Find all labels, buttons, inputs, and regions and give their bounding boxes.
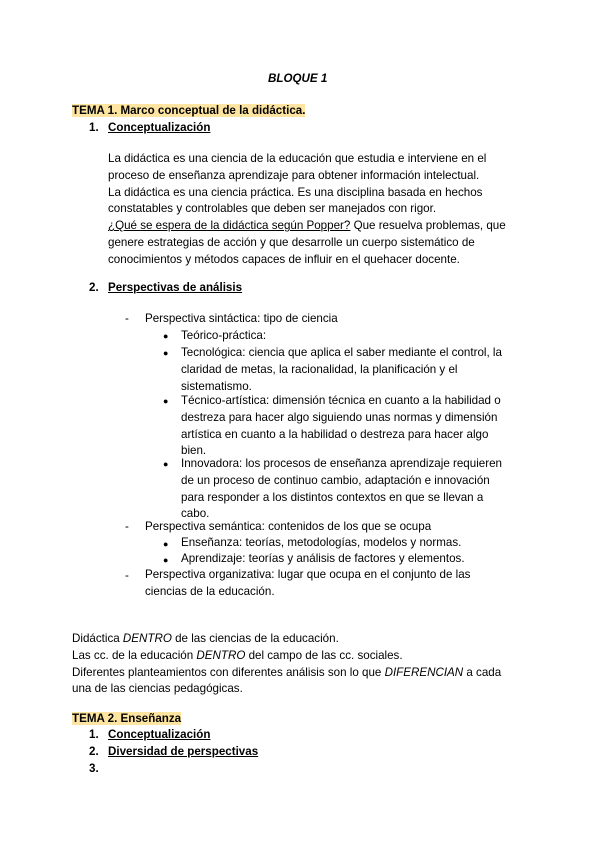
bullet-teorico-practica bbox=[181, 328, 266, 345]
bullet-marker-5: ● bbox=[163, 539, 169, 549]
bullet-tecnico-line-3: artística en cuanto a la habilidad o destreza para hacer algo bbox=[181, 427, 489, 441]
bullet-ensenanza: Enseñanza: teorías, metodologías, modelos y normas. bbox=[181, 536, 462, 549]
s1-line-4: constatables y controlables que deben ser manejados con rigor. bbox=[108, 202, 437, 216]
perspectiva-organizativa-line-2: ciencias de la educación. bbox=[145, 584, 275, 598]
bullet-teorico-line-1: Teórico-práctica: bbox=[181, 329, 267, 342]
popper-answer-start: Que resuelva problemas, que bbox=[350, 219, 506, 233]
block-title: BLOQUE 1 bbox=[268, 72, 328, 85]
bullet-marker-1: ● bbox=[163, 331, 169, 341]
perspectiva-semantica: Perspectiva semántica: contenidos de los que se ocupa bbox=[145, 520, 432, 533]
dash-marker-2: - bbox=[125, 520, 129, 533]
bullet-tecnico-artistica bbox=[181, 393, 501, 460]
bullet-innovadora-line-1: Innovadora: los procesos de enseñanza aprendizaje requieren bbox=[181, 457, 502, 470]
perspectiva-organizativa bbox=[145, 567, 470, 601]
note-line-1 bbox=[72, 631, 501, 648]
bullet-tecnologica-line-2: claridad de metas, la racionalidad, la planificación y el bbox=[181, 362, 458, 376]
t2-item-3-number: 3. bbox=[89, 762, 99, 775]
note-3-a: Diferentes planteamientos con diferentes análisis son lo que bbox=[72, 665, 385, 679]
bullet-aprendizaje: Aprendizaje: teorías y análisis de factores y elementos. bbox=[181, 552, 465, 565]
note-1-c: de las ciencias de la educación. bbox=[171, 632, 339, 645]
bullet-innovadora-line-2: de un proceso de continuo cambio, adaptación e innovación bbox=[181, 473, 490, 487]
note-2-a: Las cc. de la educación bbox=[72, 648, 197, 662]
bullet-tecnologica bbox=[181, 345, 502, 395]
dash-marker-3: - bbox=[125, 569, 129, 582]
dash-marker-1: - bbox=[125, 312, 129, 325]
bullet-innovadora-line-3: para responder a los distintos contextos en que se llevan a bbox=[181, 490, 484, 504]
note-1-b: DENTRO bbox=[122, 632, 172, 645]
perspectiva-sintactica: Perspectiva sintáctica: tipo de ciencia bbox=[145, 312, 338, 325]
s1-number: 1. bbox=[89, 121, 99, 134]
note-line-4: una de las ciencias pedagógicas. bbox=[72, 682, 243, 696]
t2-item-2-number: 2. bbox=[89, 745, 99, 758]
note-2-b: DENTRO bbox=[196, 648, 246, 662]
note-line-3 bbox=[72, 665, 501, 682]
s1-paragraph bbox=[108, 151, 506, 269]
bullet-tecnologica-line-3: sistematismo. bbox=[181, 379, 252, 393]
tema1-heading: TEMA 1. Marco conceptual de la didáctica. bbox=[72, 104, 306, 117]
t2-item-1-title: Conceptualización bbox=[108, 728, 211, 741]
note-3-c: a cada bbox=[463, 665, 502, 679]
s1-answer-line-1: genere estrategias de acción y que desarrolle un cuerpo sistemático de bbox=[108, 235, 475, 249]
note-1-a: Didáctica bbox=[72, 632, 123, 645]
popper-question: ¿Qué se espera de la didáctica según Popper? bbox=[108, 219, 351, 233]
perspectiva-organizativa-line-1: Perspectiva organizativa: lugar que ocupa en el conjunto de las bbox=[145, 568, 471, 581]
note-2-c: del campo de las cc. sociales. bbox=[245, 648, 403, 662]
bullet-tecnico-line-2: destreza para hacer algo siguiendo unas normas y dimensión bbox=[181, 410, 498, 424]
bullet-marker-3: ● bbox=[163, 396, 169, 406]
s1-line-2: proceso de enseñanza aprendizaje para obtener información intelectual. bbox=[108, 168, 480, 182]
bullet-marker-2: ● bbox=[163, 348, 169, 358]
bullet-marker-6: ● bbox=[163, 555, 169, 565]
note-3-b: DIFERENCIAN bbox=[384, 665, 464, 679]
s1-line-3: La didáctica es una ciencia práctica. Es una disciplina basada en hechos bbox=[108, 185, 483, 199]
bullet-tecnologica-line-1: Tecnológica: ciencia que aplica el saber mediante el control, la bbox=[181, 346, 502, 359]
tema2-heading: TEMA 2. Enseñanza bbox=[72, 712, 182, 725]
bullet-innovadora-line-4: cabo. bbox=[181, 507, 210, 521]
bullet-tecnico-line-4: bien. bbox=[181, 444, 207, 458]
s1-question-line bbox=[108, 218, 506, 235]
t2-item-1-number: 1. bbox=[89, 728, 99, 741]
s1-title: Conceptualización bbox=[108, 121, 211, 134]
bullet-marker-4: ● bbox=[163, 459, 169, 469]
t2-item-2-title: Diversidad de perspectivas bbox=[108, 745, 259, 758]
s1-answer-line-2: conocimientos y métodos capaces de influir en el quehacer docente. bbox=[108, 252, 460, 266]
bullet-tecnico-line-1: Técnico-artística: dimensión técnica en cuanto a la habilidad o bbox=[181, 394, 501, 407]
bullet-innovadora bbox=[181, 456, 502, 523]
note-line-2 bbox=[72, 648, 501, 665]
s2-title: Perspectivas de análisis bbox=[108, 281, 243, 294]
s1-line-1: La didáctica es una ciencia de la educación que estudia e interviene en el bbox=[108, 152, 487, 165]
notes-paragraph bbox=[72, 631, 501, 698]
s2-number: 2. bbox=[89, 281, 99, 294]
